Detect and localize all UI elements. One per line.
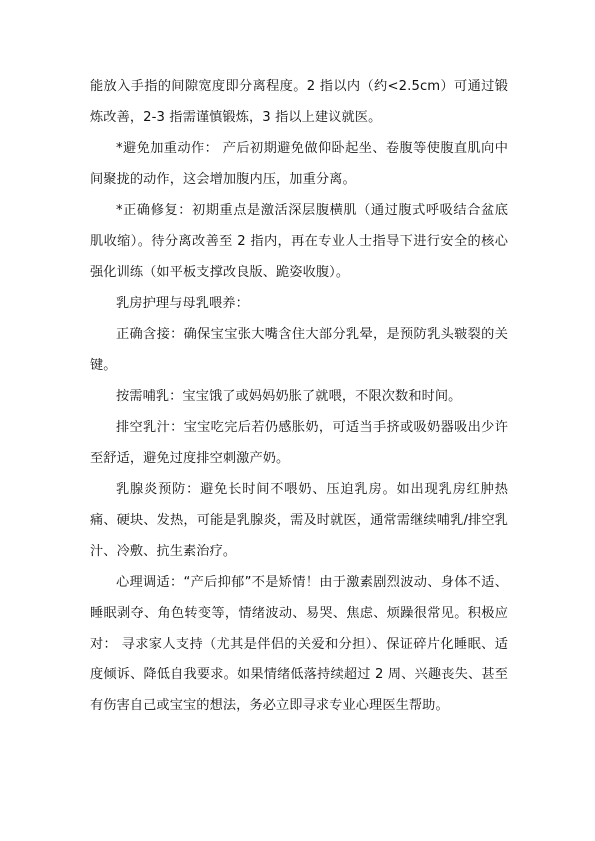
- paragraph-avoid-aggravating-moves: *避免加重动作： 产后初期避免做仰卧起坐、卷腹等使腹直肌向中间聚拢的动作，这会增加腹内压，加重分离。: [90, 141, 508, 187]
- paragraph-correct-latch: 正确含接：确保宝宝张大嘴含住大部分乳晕，是预防乳头皲裂的关键。: [90, 327, 508, 373]
- paragraph-correct-repair: *正确修复：初期重点是激活深层腹横肌（通过腹式呼吸结合盆底肌收缩）。待分离改善至 2 指内，再在专业人士指导下进行安全的核心强化训练（如平板支撑改良版、跪姿收腹）。: [90, 203, 508, 280]
- paragraph-separation-measure: 能放入手指的间隙宽度即分离程度。2 指以内（约<2.5cm）可通过锻炼改善，2-3 指需谨慎锻炼，3 指以上建议就医。: [90, 79, 508, 125]
- paragraph-mastitis-prevention: 乳腺炎预防：避免长时间不喂奶、压迫乳房。如出现乳房红肿热痛、硬块、发热，可能是乳腺炎，需及时就医，通常需继续哺乳/排空乳汁、冷敷、抗生素治疗。: [90, 482, 508, 559]
- section-heading-breast-care: 乳房护理与母乳喂养：: [116, 296, 249, 311]
- paragraph-mental-adjustment: 心理调适：“产后抑郁”不是矫情！由于激素剧烈波动、身体不适、睡眠剥夺、角色转变等，情绪波动、易哭、焦虑、烦躁很常见。积极应对： 寻求家人支持（尤其是伴侣的关爱和分担）、保证碎片化睡眠、适度倾诉、降低自我要求。如果情绪低落持续超过 2 周、兴趣丧失、甚至有伤害自己或宝宝的想法，务必立即寻求专业心理医生帮助。: [90, 575, 508, 714]
- paragraph-empty-milk: 排空乳汁：宝宝吃完后若仍感胀奶，可适当手挤或吸奶器吸出少许至舒适，避免过度排空刺激产奶。: [90, 420, 508, 466]
- paragraph-on-demand-feeding: 按需哺乳：宝宝饿了或妈妈奶胀了就喂，不限次数和时间。: [116, 389, 462, 404]
